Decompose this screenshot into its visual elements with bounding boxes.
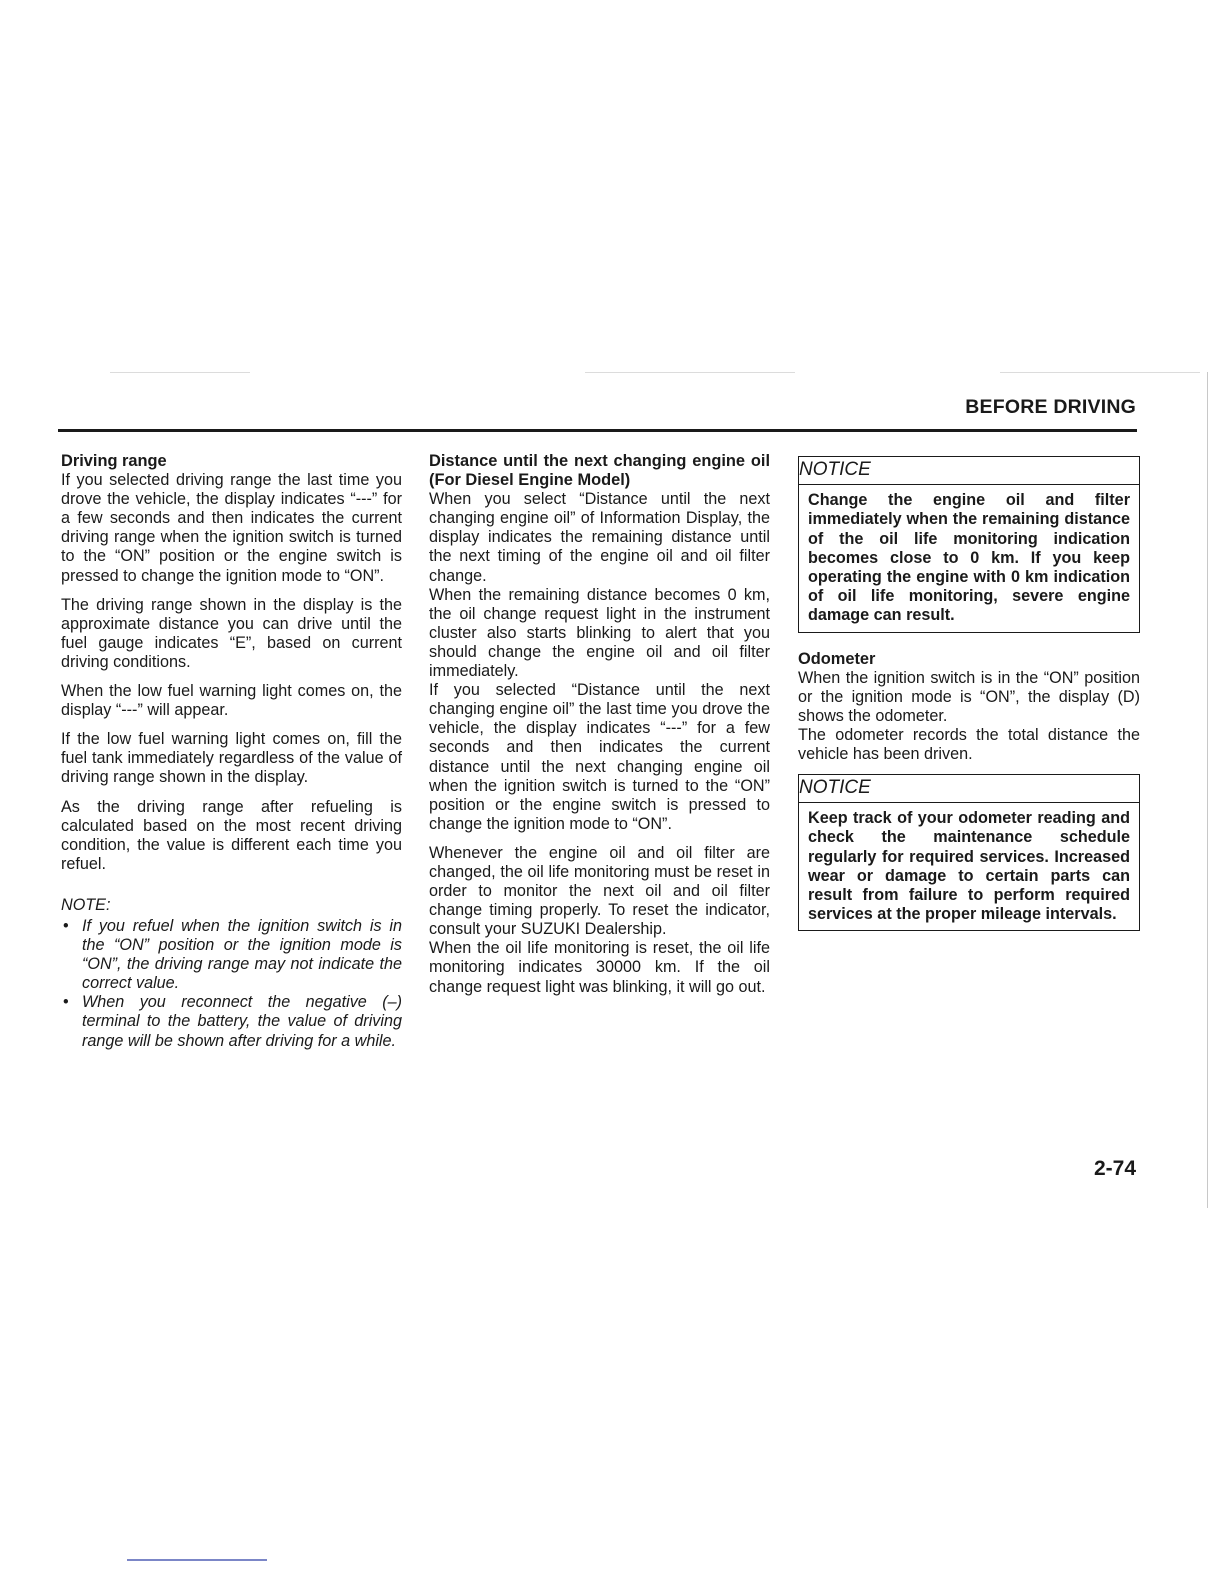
scan-artifact: [110, 372, 250, 373]
notice-title: NOTICE: [799, 775, 1139, 803]
paragraph: When the remaining distance becomes 0 km, the oil change request light in the instrument cluster also starts blinking to alert that you should change the engine oil and oil filter immediately.: [429, 585, 770, 681]
paragraph: When you select “Distance until the next changing engine oil” of Information Display, the display indicates the remaining distance until the next timing of the engine oil and oil filter change.: [429, 490, 770, 585]
paragraph: The odometer records the total distance the vehicle has been driven.: [798, 725, 1140, 763]
notice-box-odometer: [798, 774, 1140, 931]
paragraph: If you selected “Distance until the next changing engine oil” the last time you drove the vehicle, the display indicates “---” for a few seconds and then indicates the current distance until the next changing engine oil when the ignition switch is turned to the “ON” position or the engine switch is pressed to change the ignition mode to “ON”.: [429, 681, 770, 833]
paragraph: If you selected driving range the last time you drove the vehicle, the display indicates “---” for a few seconds and then indicates the current driving range when the ignition switch is turned to the “ON” position or the engine switch is pressed to change the ignition mode to “ON”.: [61, 471, 402, 585]
paragraph: The driving range shown in the display is the approximate distance you can drive until the fuel gauge indicates “E”, based on current driving conditions.: [61, 595, 402, 671]
oil-distance-heading: Distance until the next changing engine oil (For Diesel Engine Model): [429, 452, 770, 490]
right-column: [798, 452, 1140, 931]
note-list: [61, 917, 402, 1051]
paragraph: If the low fuel warning light comes on, fill the fuel tank immediately regardless of the value of driving range shown in the display.: [61, 730, 402, 787]
scan-artifact: [585, 372, 795, 373]
header-rule: [58, 429, 1137, 432]
paragraph: Whenever the engine oil and oil filter are changed, the oil life monitoring must be reset in order to monitor the next oil and oil filter change timing properly. To reset the indicator, consult your SUZUKI Dealership.: [429, 843, 770, 939]
middle-column: [429, 452, 770, 997]
section-title: BEFORE DRIVING: [965, 396, 1136, 418]
left-column: [61, 452, 402, 1051]
notice-body: Keep track of your odometer reading and check the maintenance schedule regularly for required services. Increased wear or damage to certain parts can result from failure to perform required services at the proper mileage intervals.: [808, 809, 1130, 924]
notice-body: Change the engine oil and filter immediately when the remaining distance of the oil life monitoring indication becomes close to 0 km. If you keep operating the engine with 0 km indication of oil life monitoring, severe engine damage can result.: [808, 491, 1130, 625]
notice-title: NOTICE: [799, 457, 1139, 485]
note-item: • If you refuel when the ignition switch is in the “ON” position or the ignition mode is “ON”, the driving range may not indicate the correct value.: [61, 917, 402, 993]
page-number: 2-74: [1094, 1157, 1137, 1180]
note-label: NOTE:: [61, 895, 111, 914]
footer-line: [127, 1559, 267, 1561]
paragraph: As the driving range after refueling is calculated based on the most recent driving condition, the value is different each time you refuel.: [61, 797, 402, 873]
paragraph: When the oil life monitoring is reset, the oil life monitoring indicates 30000 km. If the oil change request light was blinking, it will go out.: [429, 939, 770, 996]
paragraph: When the ignition switch is in the “ON” position or the ignition mode is “ON”, the display (D) shows the odometer.: [798, 668, 1140, 725]
scan-artifact: [1000, 372, 1200, 373]
page-edge-line: [1207, 372, 1208, 1208]
driving-range-heading: Driving range: [61, 452, 167, 470]
note-item: • When you reconnect the negative (–) terminal to the battery, the value of driving range will be shown after driving for a while.: [61, 993, 402, 1050]
paragraph: When the low fuel warning light comes on, the display “---” will appear.: [61, 682, 402, 720]
notice-box-oil: [798, 456, 1140, 633]
odometer-heading: Odometer: [798, 649, 876, 668]
